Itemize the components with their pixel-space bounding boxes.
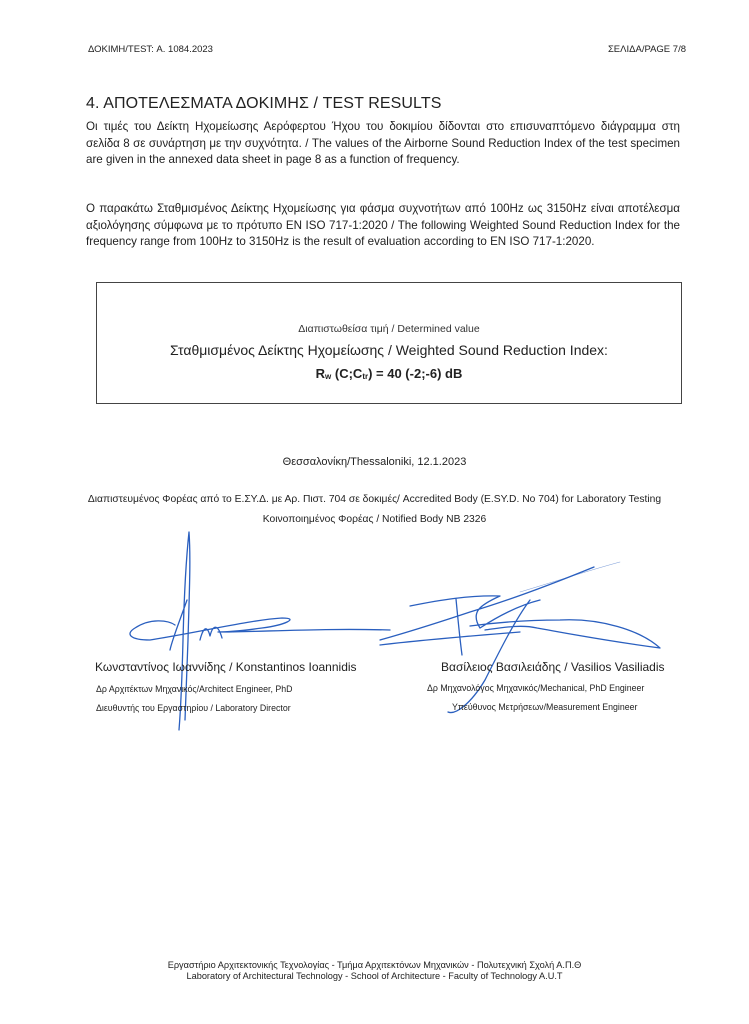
weighted-index-title: Σταθμισμένος Δείκτης Ηχομείωσης / Weighted Sound Reduction Index:	[170, 342, 608, 358]
signatory-role: Δρ Μηχανολόγος Μηχανικός/Mechanical, PhD Engineer	[427, 683, 645, 693]
signature-vasiliadis-faint	[520, 562, 620, 592]
rw-value-text: ) = 40 (-2;-6) dB	[368, 366, 463, 381]
signatory-name: Βασίλειος Βασιλειάδης / Vasilios Vasiliadis	[441, 660, 665, 674]
signatory-position: Διευθυντής του Εργαστηρίου / Laboratory Director	[96, 703, 291, 713]
footer-greek: Εργαστήριο Αρχιτεκτονικής Τεχνολογίας - Τμήμα Αρχιτεκτόνων Μηχανικών - Πολυτεχνική Σχολή Α.Π.Θ	[167, 960, 582, 970]
accreditation-statement: Διαπιστευμένος Φορέας από το Ε.ΣΥ.Δ. με Αρ. Πιστ. 704 σε δοκιμές/ Accredited Body (E.SY.D. No 704) for Laboratory Testing	[87, 494, 662, 505]
evaluation-paragraph: Ο παρακάτω Σταθμισμένος Δείκτης Ηχομείωσης για φάσμα συχνοτήτων από 100Hz ως 3150Hz είναι αποτέλεσμα αξιολόγησης σύμφωνα με το πρότυπο EN ISO 717-1:2020 / The following Weighted Sound Reduction Index for the frequency range from 100Hz to 3150Hz is the result of evaluation according to EN ISO 717-1:2020.	[86, 202, 680, 249]
notified-body: Κοινοποιημένος Φορέας / Notified Body NB 2326	[262, 514, 487, 525]
rw-subscript: w	[325, 372, 332, 381]
determined-value-label: Διαπιστωθείσα τιμή / Determined value	[298, 323, 480, 335]
signatory-position: Υπεύθυνος Μετρήσεων/Measurement Engineer	[452, 702, 638, 712]
page-number: ΣΕΛΙΔΑ/PAGE 7/8	[607, 44, 686, 55]
signatory-name: Κωνσταντίνος Ιωαννίδης / Konstantinos Ioannidis	[95, 660, 357, 674]
determined-value-box	[96, 282, 682, 404]
footer-english: Laboratory of Architectural Technology - School of Architecture - Faculty of Technology A.U.T	[186, 971, 563, 981]
signature-ioannidis	[130, 532, 390, 730]
section-title: 4. ΑΠΟΤΕΛΕΣΜΑΤΑ ΔΟΚΙΜΗΣ / TEST RESULTS	[86, 95, 442, 112]
test-id: ΔΟΚΙΜΗ/TEST: Α. 1084.2023	[88, 44, 213, 55]
place-date: Θεσσαλονίκη/Thessaloniki, 12.1.2023	[282, 456, 467, 468]
c-ctr-open: (C;C	[331, 366, 363, 381]
weighted-index-value	[97, 366, 681, 381]
rw-symbol: R	[315, 366, 326, 381]
signatory-role: Δρ Αρχιτέκτων Μηχανικός/Architect Engineer, PhD	[96, 684, 293, 694]
results-paragraph: Οι τιμές του Δείκτη Ηχομείωσης Αερόφερτου Ήχου του δοκιμίου δίδονται στο επισυναπτόμενο διάγραμμα στη σελίδα 8 σε συνάρτηση με την συχνότητα. / The values of the Airborne Sound Reduction Index of the test specimen are given in the annexed data sheet in page 8 as a function of frequency.	[86, 120, 680, 167]
ctr-subscript: tr	[362, 372, 369, 381]
